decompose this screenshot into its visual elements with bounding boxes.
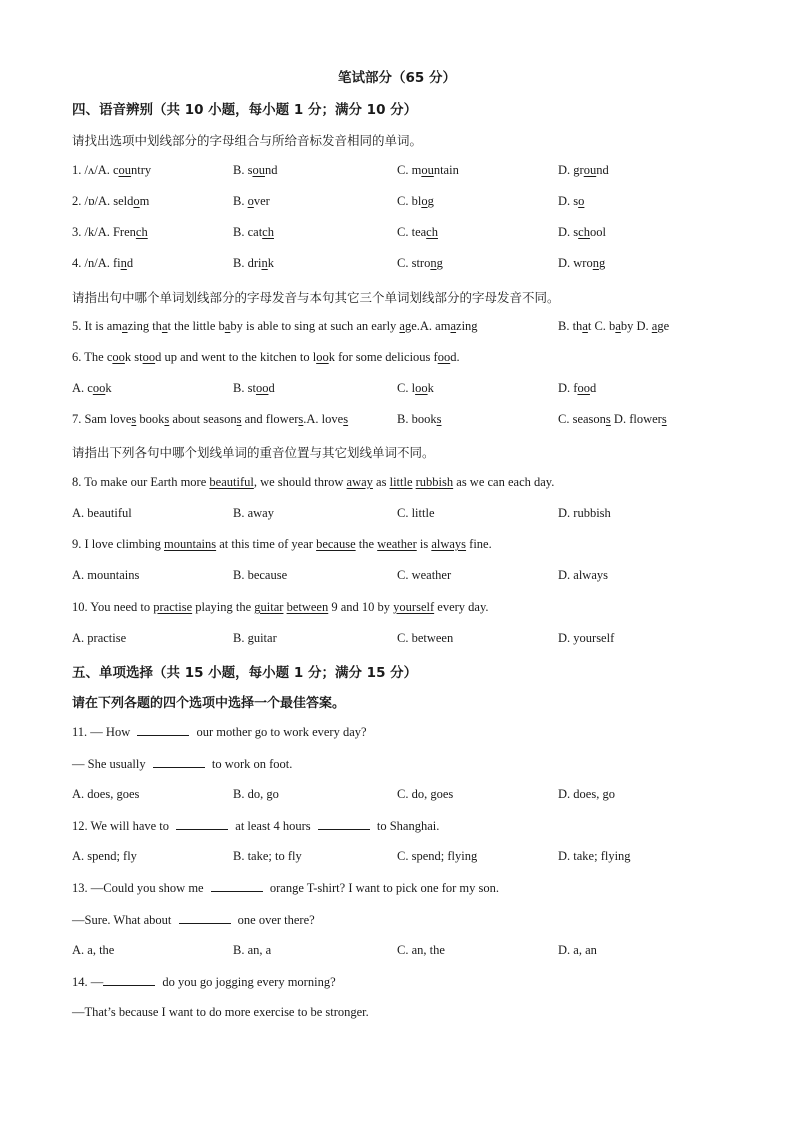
q6-option-a: A. cook: [72, 381, 112, 395]
q9-option-c: C. weather: [397, 568, 452, 582]
page-title: 笔试部分（65 分）: [338, 70, 456, 86]
answer-blank[interactable]: [211, 880, 263, 892]
answer-blank[interactable]: [176, 818, 228, 830]
q8-option-d: D. rubbish: [558, 506, 611, 520]
q2-option-c: C. blog: [397, 194, 434, 208]
q7-option-b: B. books: [397, 412, 442, 426]
q8-question: 8. To make our Earth more beautiful, we should throw away as little rubbish as we can each day.: [72, 475, 555, 489]
q10-question: 10. You need to practise playing the guitar between 9 and 10 by yourself every day.: [72, 600, 489, 614]
q14-line-2: —That’s because I want to do more exercise to be stronger.: [72, 1005, 369, 1019]
q5-question: 5. It is amazing that the little baby is able to sing at such an early age.A. amazing: [72, 319, 478, 333]
q4-option-d: D. wrong: [558, 256, 606, 270]
answer-blank[interactable]: [137, 724, 189, 736]
q10-option-b: B. guitar: [233, 631, 277, 645]
section-4-instruction-1: 请找出选项中划线部分的字母组合与所给音标发音相同的单词。: [72, 133, 423, 148]
q1-option-d: D. ground: [558, 163, 609, 177]
q6-option-b: B. stood: [233, 381, 275, 395]
q2-option-a: 2. /ɒ/A. seldom: [72, 194, 150, 208]
q8-option-b: B. away: [233, 506, 274, 520]
q11-option-d: D. does, go: [558, 787, 615, 801]
q8-option-a: A. beautiful: [72, 506, 132, 520]
answer-blank[interactable]: [103, 974, 155, 986]
q4-option-a: 4. /n/A. find: [72, 256, 134, 270]
q2-option-b: B. over: [233, 194, 270, 208]
answer-blank[interactable]: [179, 912, 231, 924]
q6-question: 6. The cook stood up and went to the kitchen to look for some delicious food.: [72, 350, 460, 364]
q5-options-bcd: B. that C. baby D. age: [558, 319, 670, 333]
q12-option-c: C. spend; flying: [397, 849, 478, 863]
q4-option-c: C. strong: [397, 256, 443, 270]
q13-option-d: D. a, an: [558, 943, 597, 957]
q10-option-c: C. between: [397, 631, 454, 645]
q12-option-d: D. take; flying: [558, 849, 631, 863]
q12-option-b: B. take; to fly: [233, 849, 302, 863]
q10-option-a: A. practise: [72, 631, 127, 645]
q9-option-b: B. because: [233, 568, 288, 582]
q8-option-c: C. little: [397, 506, 435, 520]
q3-option-a: 3. /k/A. French: [72, 225, 148, 239]
q1-option-a: 1. /ʌ/A. country: [72, 163, 152, 177]
q4-option-b: B. drink: [233, 256, 274, 270]
q11-option-b: B. do, go: [233, 787, 279, 801]
q13-line-2: —Sure. What about one over there?: [72, 913, 315, 927]
q12-line-1: 12. We will have to at least 4 hours to Shanghai.: [72, 819, 440, 833]
q1-option-c: C. mountain: [397, 163, 459, 177]
q2-option-d: D. so: [558, 194, 585, 208]
q13-option-c: C. an, the: [397, 943, 445, 957]
section-4-instruction-3: 请指出下列各句中哪个划线单词的重音位置与其它划线单词不同。: [72, 445, 435, 460]
q10-option-d: D. yourself: [558, 631, 615, 645]
q9-option-a: A. mountains: [72, 568, 140, 582]
q3-option-d: D. school: [558, 225, 606, 239]
section-5-heading: 五、单项选择（共 15 小题，每小题 1 分；满分 15 分）: [72, 665, 418, 681]
q12-option-a: A. spend; fly: [72, 849, 137, 863]
q9-question: 9. I love climbing mountains at this time of year because the weather is always fine.: [72, 537, 492, 551]
q11-line-1: 11. — How our mother go to work every day?: [72, 725, 367, 739]
q13-line-1: 13. —Could you show me orange T-shirt? I want to pick one for my son.: [72, 881, 499, 895]
q3-option-b: B. catch: [233, 225, 274, 239]
q11-option-c: C. do, goes: [397, 787, 454, 801]
q7-options-cd: C. seasons D. flowers: [558, 412, 667, 426]
q13-option-a: A. a, the: [72, 943, 115, 957]
section-5-instruction: 请在下列各题的四个选项中选择一个最佳答案。: [72, 696, 346, 711]
q14-line-1: 14. — do you go jogging every morning?: [72, 975, 336, 989]
q9-option-d: D. always: [558, 568, 608, 582]
q7-question: 7. Sam loves books about seasons and flowers.A. loves: [72, 412, 349, 426]
q11-option-a: A. does, goes: [72, 787, 140, 801]
q11-line-2: — She usually to work on foot.: [72, 757, 293, 771]
q3-option-c: C. teach: [397, 225, 438, 239]
q6-option-c: C. look: [397, 381, 434, 395]
answer-blank[interactable]: [318, 818, 370, 830]
q13-option-b: B. an, a: [233, 943, 272, 957]
section-4-heading: 四、语音辨别（共 10 小题，每小题 1 分；满分 10 分）: [72, 102, 418, 118]
q6-option-d: D. food: [558, 381, 597, 395]
q1-option-b: B. sound: [233, 163, 278, 177]
answer-blank[interactable]: [153, 756, 205, 768]
section-4-instruction-2: 请指出句中哪个单词划线部分的字母发音与本句其它三个单词划线部分的字母发音不同。: [72, 290, 560, 305]
